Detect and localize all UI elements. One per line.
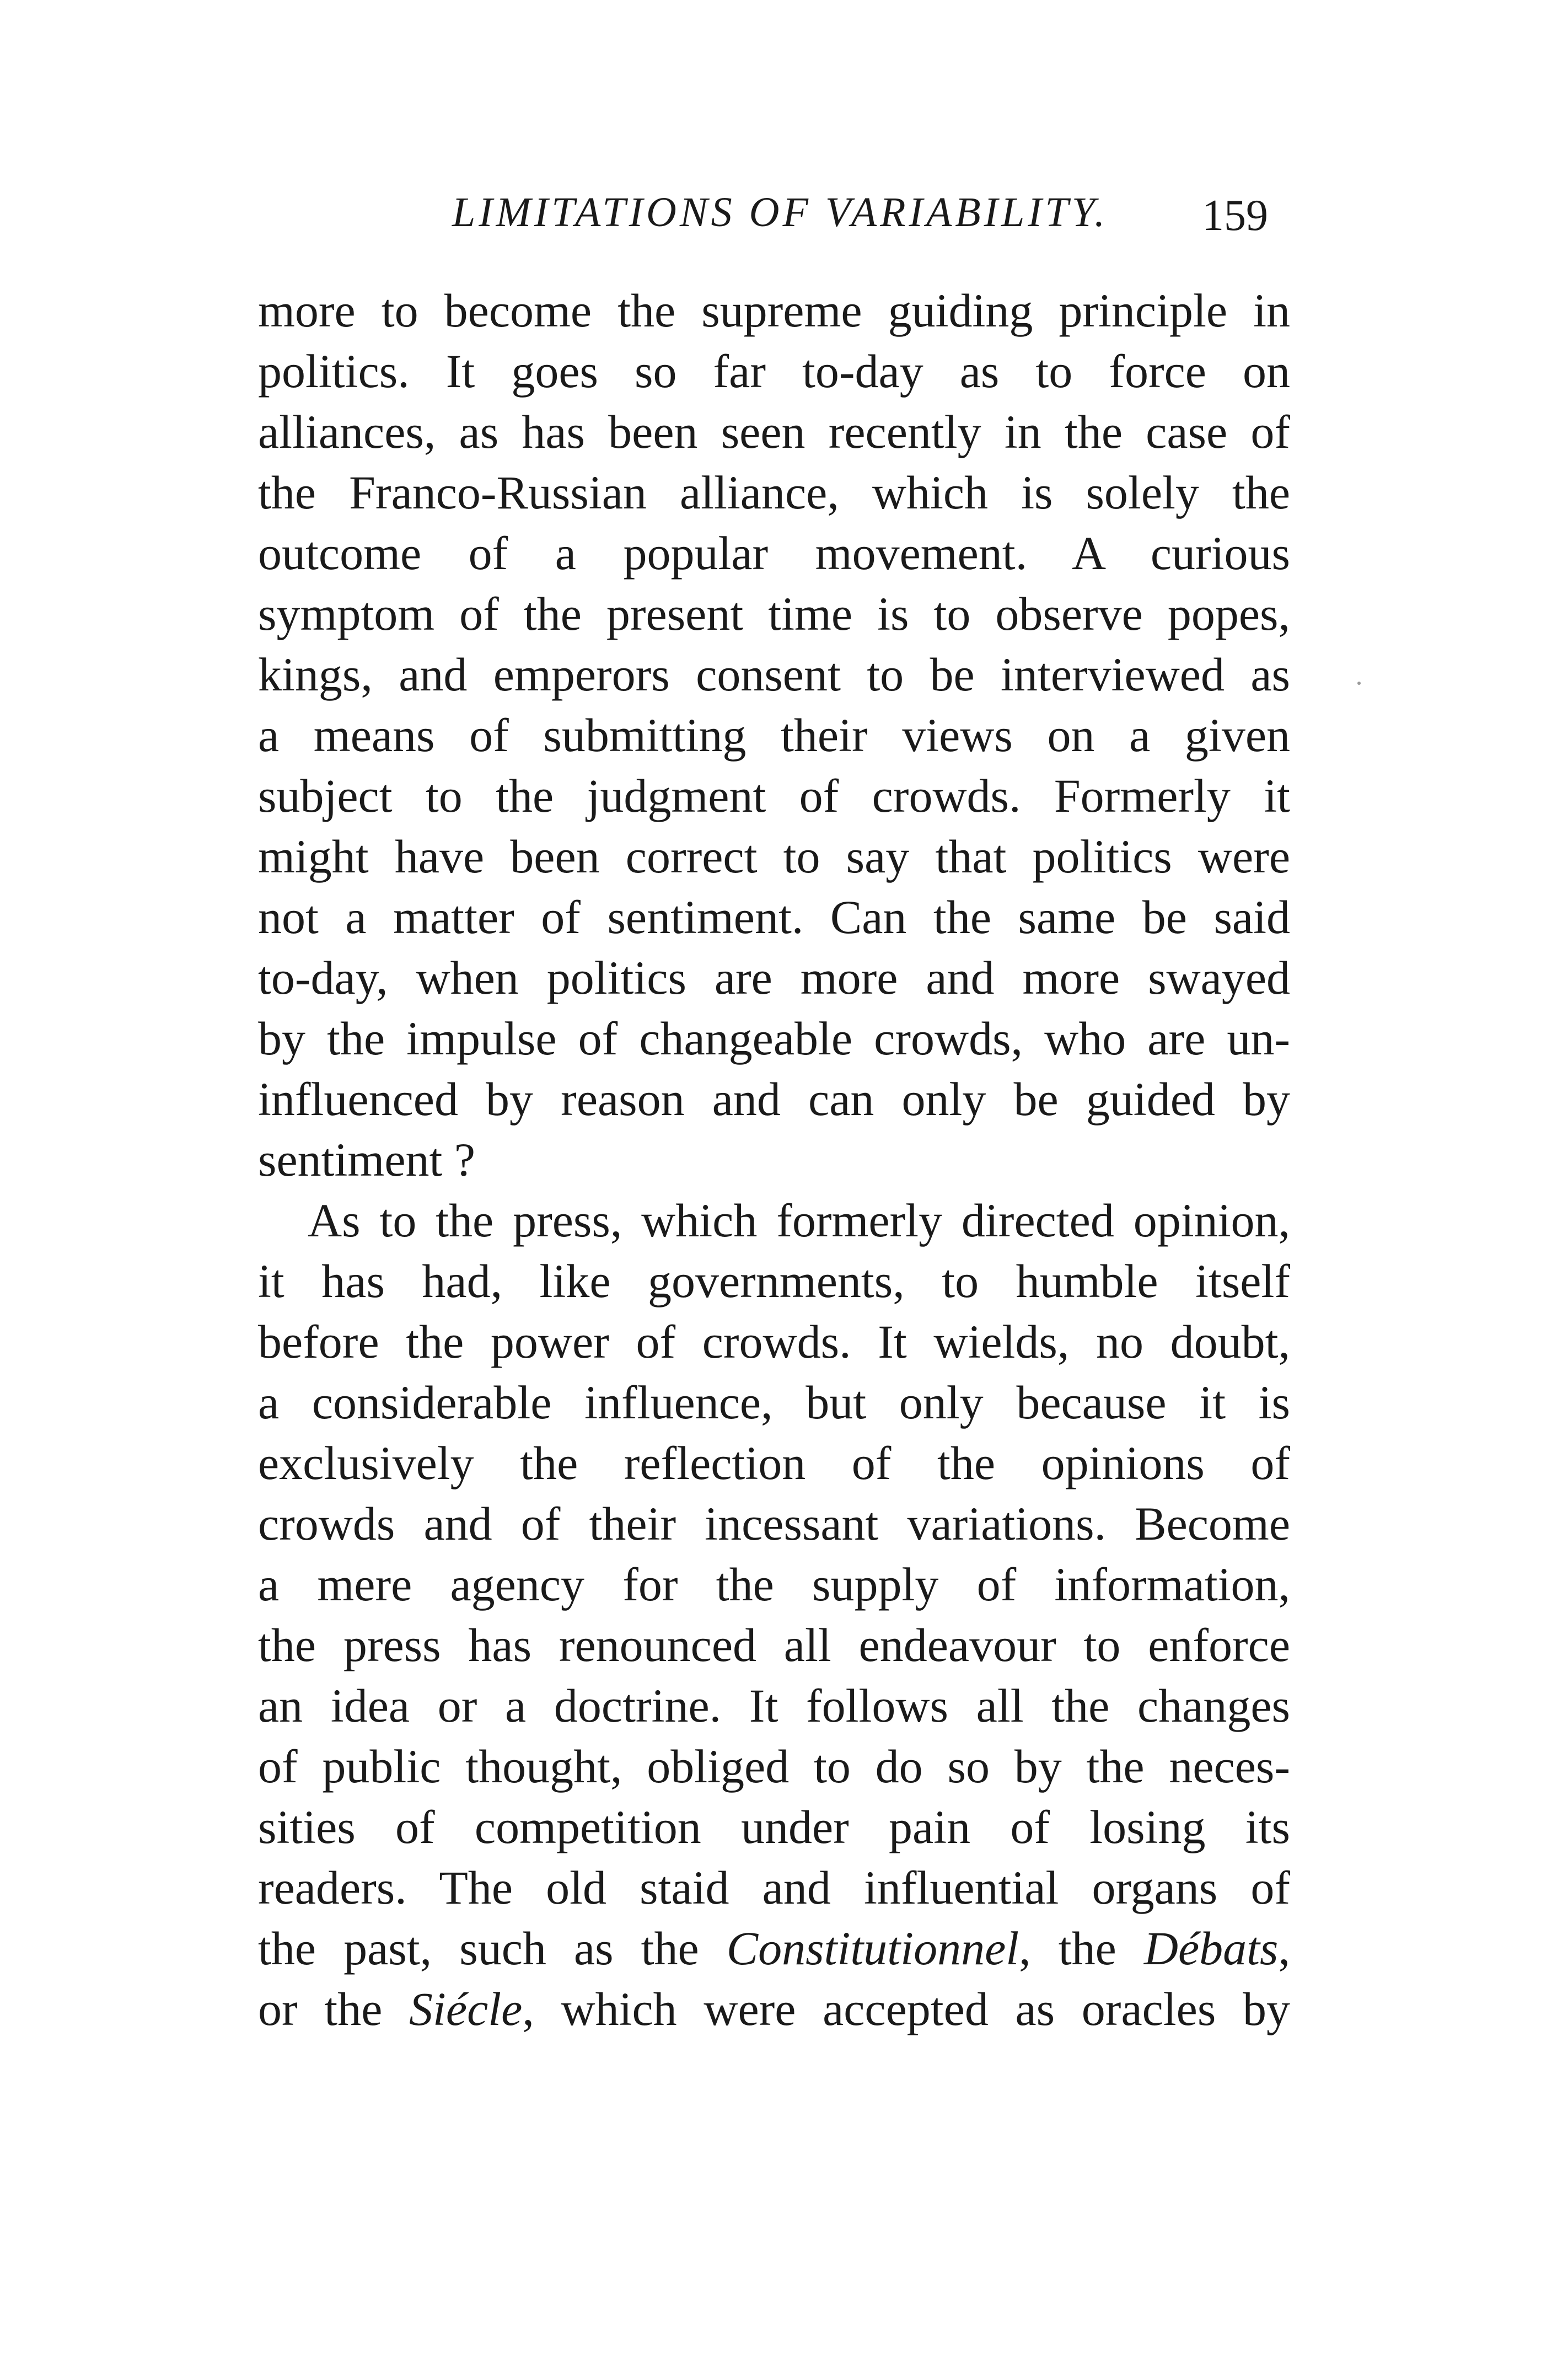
text-line: an idea or a doctrine. It follows all the changes (258, 1679, 1290, 1732)
text-fragment: , (1278, 1922, 1290, 1975)
text-line: by the impulse of changeable crowds, who are un- (258, 1012, 1290, 1065)
text-line: exclusively the reflection of the opinions of (258, 1437, 1290, 1489)
text-line: subject to the judgment of crowds. Formerly it (258, 769, 1290, 822)
italic-title: Débats (1143, 1922, 1279, 1975)
text-line: politics. It goes so far to-day as to force on (258, 345, 1290, 398)
page-number: 159 (1202, 191, 1268, 240)
text-line: As to the press, which formerly directed opinion, (308, 1194, 1290, 1247)
text-line: sities of competition under pain of losing its (258, 1800, 1290, 1853)
text-line: crowds and of their incessant variations. Become (258, 1497, 1290, 1550)
text-fragment: the past, such as the (258, 1922, 727, 1975)
body-text (258, 280, 1290, 2039)
running-head (254, 182, 1290, 243)
text-line: a means of submitting their views on a given (258, 709, 1290, 762)
text-line: readers. The old staid and influential organs of (258, 1861, 1290, 1914)
paper-speck (1357, 682, 1361, 685)
text-line: kings, and emperors consent to be interviewed as (258, 648, 1290, 701)
text-line: might have been correct to say that politics were (258, 830, 1290, 883)
running-title: LIMITATIONS OF VARIABILITY. (452, 189, 1109, 235)
text-line: it has had, like governments, to humble itself (258, 1255, 1290, 1307)
text-line: outcome of a popular movement. A curious (258, 527, 1290, 580)
text-line: the press has renounced all endeavour to enforce (258, 1619, 1290, 1671)
text-fragment: , which were accepted as oracles by (522, 1982, 1290, 2035)
text-line: the Franco-Russian alliance, which is solely the (258, 466, 1290, 519)
text-line: more to become the supreme guiding principle in (258, 284, 1290, 337)
text-fragment: , the (1019, 1922, 1144, 1975)
text-line-with-titles (258, 1918, 1290, 1979)
text-line: of public thought, obliged to do so by the neces- (258, 1740, 1290, 1793)
text-line: alliances, as has been seen recently in the case of (258, 405, 1290, 458)
text-line: to-day, when politics are more and more swayed (258, 951, 1290, 1004)
text-line: a mere agency for the supply of information, (258, 1558, 1290, 1611)
text-line: before the power of crowds. It wields, no doubt, (258, 1315, 1290, 1368)
text-line: a considerable influence, but only because it is (258, 1376, 1290, 1429)
paragraph-1 (258, 280, 1290, 1190)
text-line: not a matter of sentiment. Can the same be said (258, 891, 1290, 944)
text-line-with-title (258, 1979, 1290, 2039)
italic-title: Siécle (409, 1982, 523, 2035)
text-line: influenced by reason and can only be guided by (258, 1073, 1290, 1126)
text-line: symptom of the present time is to observe popes, (258, 587, 1290, 640)
italic-title: Constitutionnel (726, 1922, 1019, 1975)
text-fragment: or the (258, 1982, 410, 2035)
text-line: sentiment ? (258, 1133, 476, 1186)
paragraph-2 (258, 1190, 1290, 2039)
